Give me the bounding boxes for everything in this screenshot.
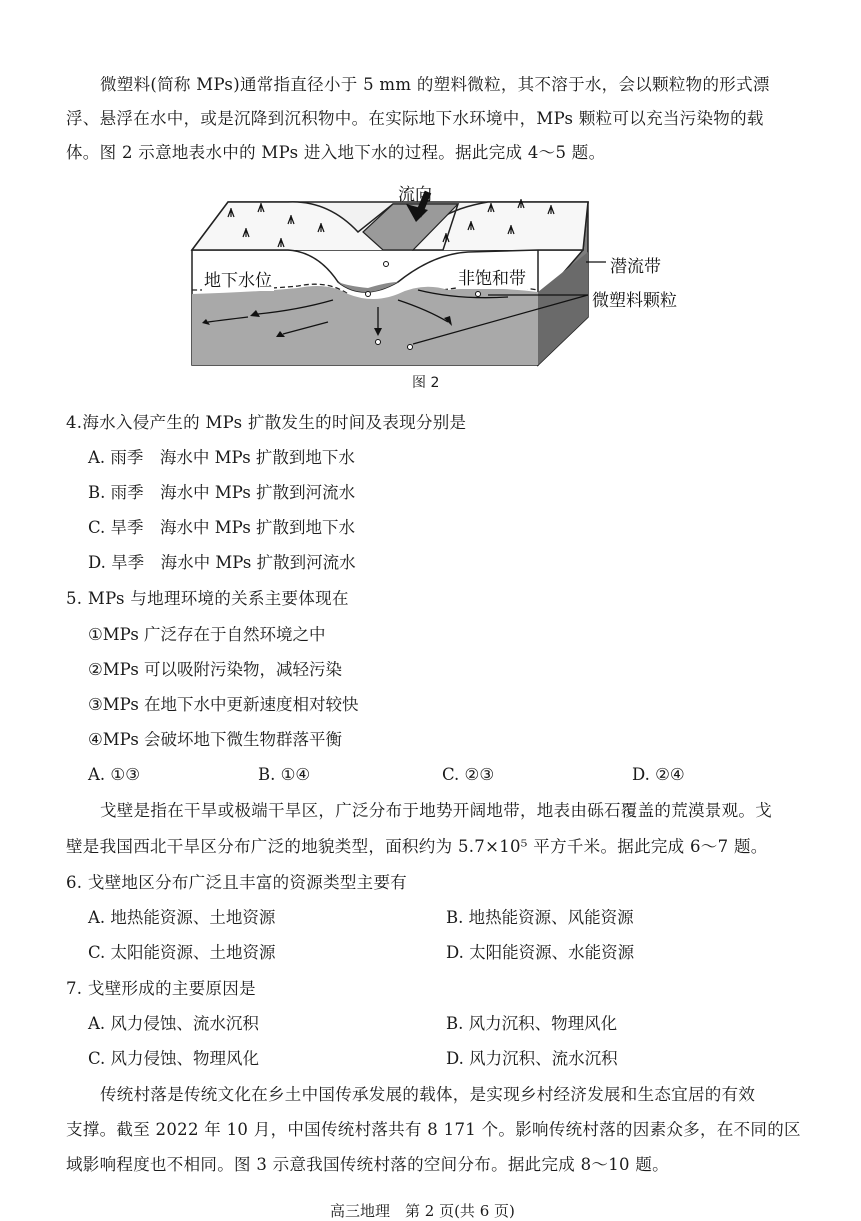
label-unsaturated-zone: 非饱和带 (456, 264, 528, 289)
q4-stem: 4.海水入侵产生的 MPs 扩散发生的时间及表现分别是 (66, 413, 467, 432)
passage3-line3: 域影响程度也不相同。图 3 示意我国传统村落的空间分布。据此完成 8～10 题。 (66, 1155, 669, 1174)
q5-statement-2: ②MPs 可以吸附污染物，减轻污染 (88, 660, 343, 679)
label-water-table: 地下水位 (202, 266, 274, 291)
passage3-line1: 传统村落是传统文化在乡土中国传承发展的载体，是实现乡村经济发展和生态宜居的有效 (100, 1085, 756, 1104)
q6-option-b: B. 地热能资源、风能资源 (446, 908, 634, 927)
q4-option-b: B. 雨季 海水中 MPs 扩散到河流水 (88, 483, 356, 502)
q5-option-a: A. ①③ (88, 765, 140, 784)
passage1-line1: 微塑料(简称 MPs)通常指直径小于 5 mm 的塑料微粒，其不溶于水，会以颗粒物的形式漂 (100, 75, 770, 94)
q7-option-d: D. 风力沉积、流水沉积 (446, 1049, 618, 1068)
page-footer: 高三地理 第 2 页(共 6 页) (330, 1202, 515, 1220)
q5-option-b: B. ①④ (258, 765, 311, 784)
label-flow-direction: 流向 (398, 185, 432, 205)
passage1-line2: 浮、悬浮在水中，或是沉降到沉积物中。在实际地下水环境中，MPs 颗粒可以充当污染物的载 (66, 109, 764, 128)
q7-option-a: A. 风力侵蚀、流水沉积 (88, 1014, 259, 1033)
passage2-line2: 壁是我国西北干旱区分布广泛的地貌类型，面积约为 5.7×10⁵ 平方千米。据此完成 6～7 题。 (66, 837, 768, 856)
q7-option-b: B. 风力沉积、物理风化 (446, 1014, 618, 1033)
passage3-line2: 支撑。截至 2022 年 10 月，中国传统村落共有 8 171 个。影响传统村落的因素众多，在不同的区 (66, 1120, 801, 1139)
q6-option-a: A. 地热能资源、土地资源 (88, 908, 276, 927)
q7-stem: 7. 戈壁形成的主要原因是 (66, 979, 256, 998)
q6-option-d: D. 太阳能资源、水能资源 (446, 943, 635, 962)
q5-option-d: D. ②④ (632, 765, 685, 784)
q5-statement-3: ③MPs 在地下水中更新速度相对较快 (88, 695, 359, 714)
q4-option-a: A. 雨季 海水中 MPs 扩散到地下水 (88, 448, 355, 467)
passage1-line3: 体。图 2 示意地表水中的 MPs 进入地下水的过程。据此完成 4～5 题。 (66, 143, 606, 162)
figure-caption: 图 2 (412, 375, 440, 391)
q7-option-c: C. 风力侵蚀、物理风化 (88, 1049, 260, 1068)
q5-option-c: C. ②③ (442, 765, 495, 784)
q4-option-c: C. 旱季 海水中 MPs 扩散到地下水 (88, 518, 356, 537)
q5-statement-1: ①MPs 广泛存在于自然环境之中 (88, 625, 326, 644)
groundwater-diagram (188, 182, 708, 367)
q5-stem: 5. MPs 与地理环境的关系主要体现在 (66, 589, 349, 608)
q5-statement-4: ④MPs 会破坏地下微生物群落平衡 (88, 730, 343, 749)
q4-option-d: D. 旱季 海水中 MPs 扩散到河流水 (88, 553, 356, 572)
label-hyporheic-zone: 潜流带 (610, 257, 661, 277)
q6-option-c: C. 太阳能资源、土地资源 (88, 943, 276, 962)
label-microplastic-particles: 微塑料颗粒 (592, 291, 677, 311)
passage2-line1: 戈壁是指在干旱或极端干旱区，广泛分布于地势开阔地带，地表由砾石覆盖的荒漠景观。戈 (100, 801, 772, 820)
q6-stem: 6. 戈壁地区分布广泛且丰富的资源类型主要有 (66, 873, 408, 892)
